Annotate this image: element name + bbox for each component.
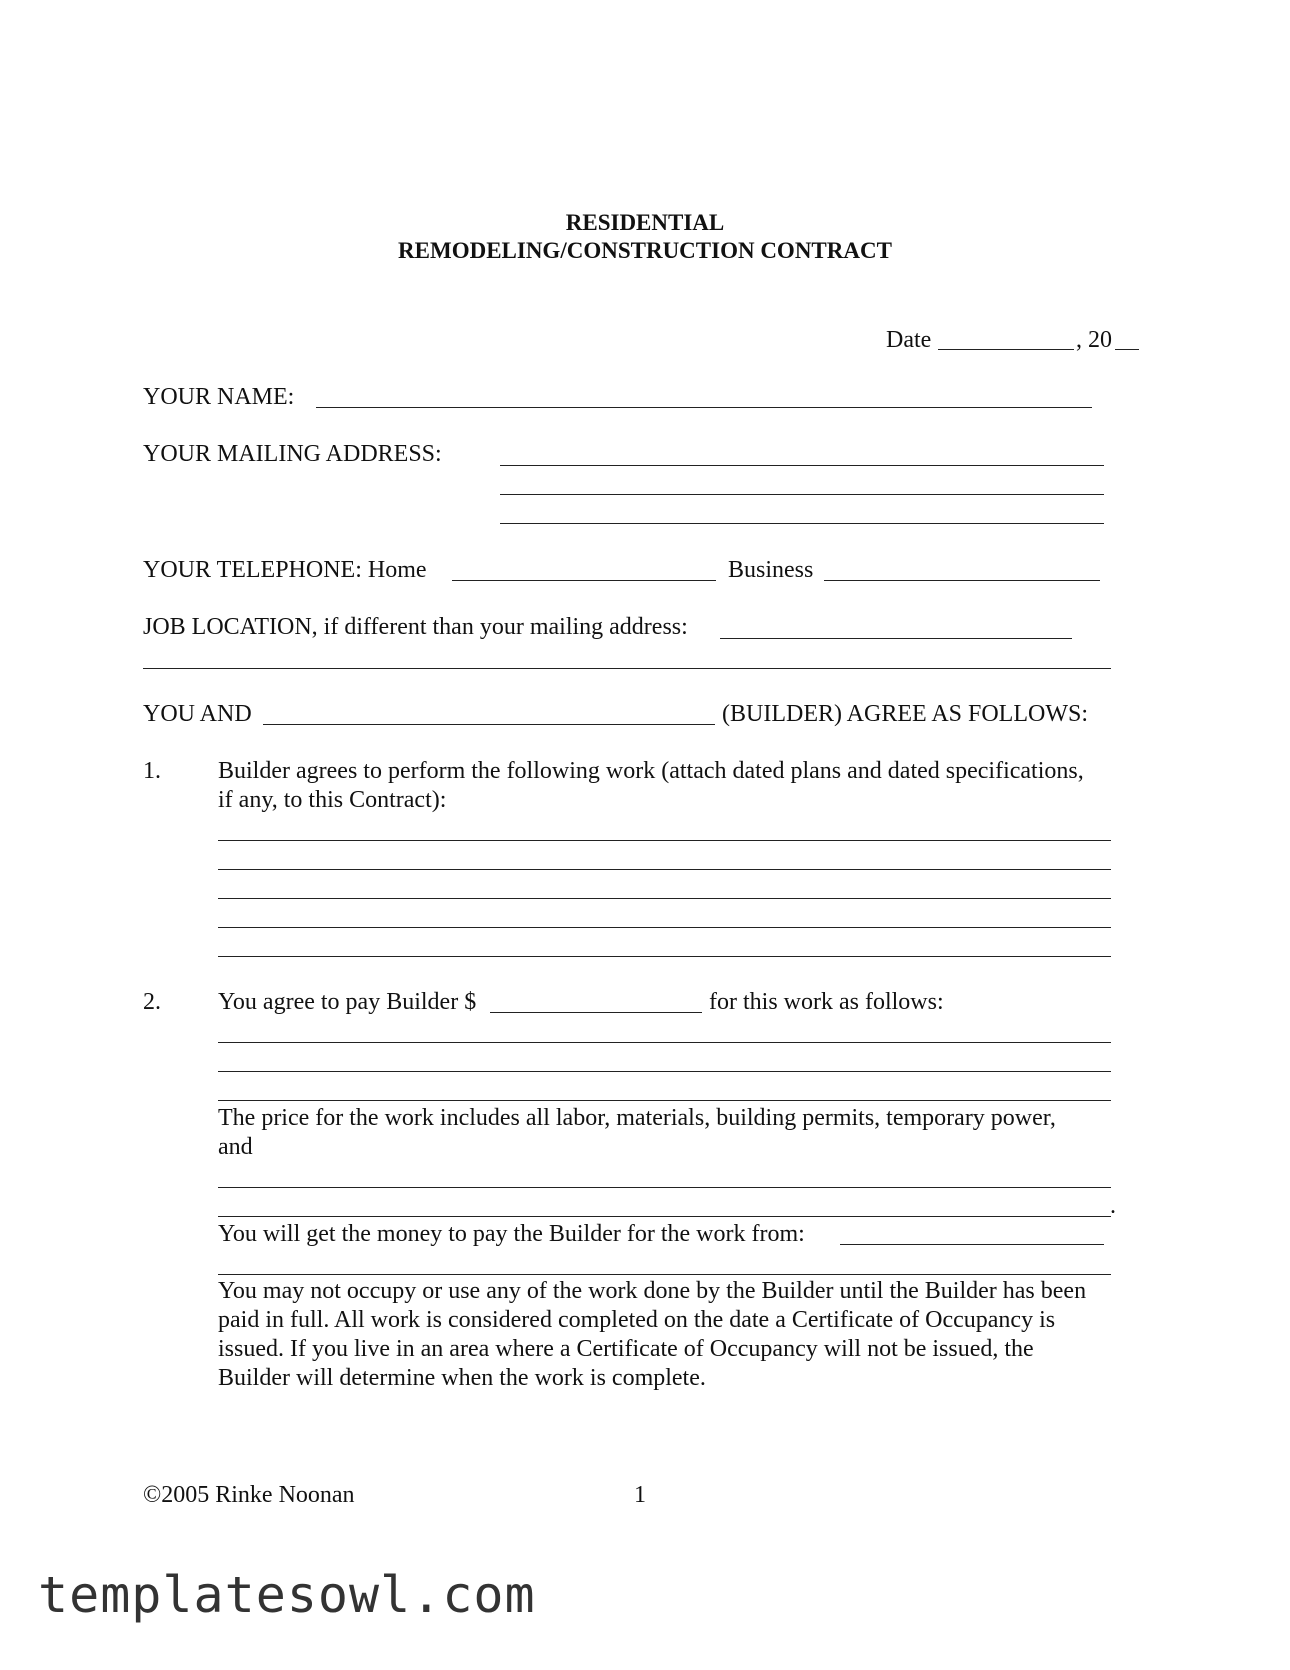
doc-title-line1: RESIDENTIAL <box>565 210 725 235</box>
occupancy-text-line1: You may not occupy or use any of the work done by the Builder until the Builder has been <box>218 1278 1087 1304</box>
occupancy-text-line4: Builder will determine when the work is complete. <box>218 1365 706 1391</box>
price-includes-period: . <box>1110 1193 1116 1219</box>
work-description-line-3[interactable] <box>218 898 1111 899</box>
pay-prefix: You agree to pay Builder $ <box>218 989 477 1015</box>
builder-agree-label: (BUILDER) AGREE AS FOLLOWS: <box>722 701 1088 727</box>
page-number: 1 <box>634 1482 646 1508</box>
telephone-home-field[interactable] <box>452 580 716 581</box>
mailing-address-field-2[interactable] <box>500 494 1104 495</box>
job-location-field-2[interactable] <box>143 668 1111 669</box>
money-source-field-1[interactable] <box>840 1244 1104 1245</box>
your-name-label: YOUR NAME: <box>143 384 295 410</box>
mailing-address-field-1[interactable] <box>500 465 1104 466</box>
mailing-address-field-3[interactable] <box>500 523 1104 524</box>
telephone-business-label: Business <box>728 557 814 583</box>
payment-terms-line-1[interactable] <box>218 1042 1111 1043</box>
doc-title-line2: REMODELING/CONSTRUCTION CONTRACT <box>398 238 892 263</box>
date-label: Date <box>886 327 932 353</box>
payment-terms-line-3[interactable] <box>218 1100 1111 1101</box>
section-1-text-line1: Builder agrees to perform the following work (attach dated plans and dated specifications, <box>218 758 1084 784</box>
work-description-line-1[interactable] <box>218 840 1111 841</box>
pay-suffix: for this work as follows: <box>709 989 944 1015</box>
money-source-field-2[interactable] <box>218 1274 1111 1275</box>
pay-amount-field[interactable] <box>490 1012 702 1013</box>
price-includes-line1: The price for the work includes all labor, materials, building permits, temporary power, <box>218 1105 1056 1131</box>
mailing-address-label: YOUR MAILING ADDRESS: <box>143 441 442 467</box>
occupancy-text-line2: paid in full. All work is considered completed on the date a Certificate of Occupancy is <box>218 1307 1056 1333</box>
occupancy-text-line3: issued. If you live in an area where a Certificate of Occupancy will not be issued, the <box>218 1336 1034 1362</box>
date-field[interactable] <box>938 349 1074 350</box>
section-1-number: 1. <box>143 758 161 784</box>
you-and-label: YOU AND <box>143 701 252 727</box>
section-1-text-line2: if any, to this Contract): <box>218 787 447 813</box>
work-description-line-5[interactable] <box>218 956 1111 957</box>
price-includes-line2: and <box>218 1134 253 1160</box>
price-includes-field-1[interactable] <box>218 1187 1111 1188</box>
builder-name-field[interactable] <box>263 724 715 725</box>
date-year-prefix: , 20 <box>1076 327 1112 353</box>
price-includes-field-2[interactable] <box>218 1216 1111 1217</box>
work-description-line-2[interactable] <box>218 869 1111 870</box>
job-location-field-1[interactable] <box>720 638 1072 639</box>
telephone-business-field[interactable] <box>824 580 1100 581</box>
watermark-logo: templatesowl.com <box>38 1566 536 1624</box>
payment-terms-line-2[interactable] <box>218 1071 1111 1072</box>
date-year-field[interactable] <box>1115 349 1139 350</box>
job-location-label: JOB LOCATION, if different than your mailing address: <box>143 614 688 640</box>
work-description-line-4[interactable] <box>218 927 1111 928</box>
telephone-home-label: YOUR TELEPHONE: Home <box>143 557 427 583</box>
money-source-label: You will get the money to pay the Builder for the work from: <box>218 1221 805 1247</box>
your-name-field[interactable] <box>316 407 1092 408</box>
section-2-number: 2. <box>143 989 161 1015</box>
copyright: ©2005 Rinke Noonan <box>143 1482 355 1508</box>
